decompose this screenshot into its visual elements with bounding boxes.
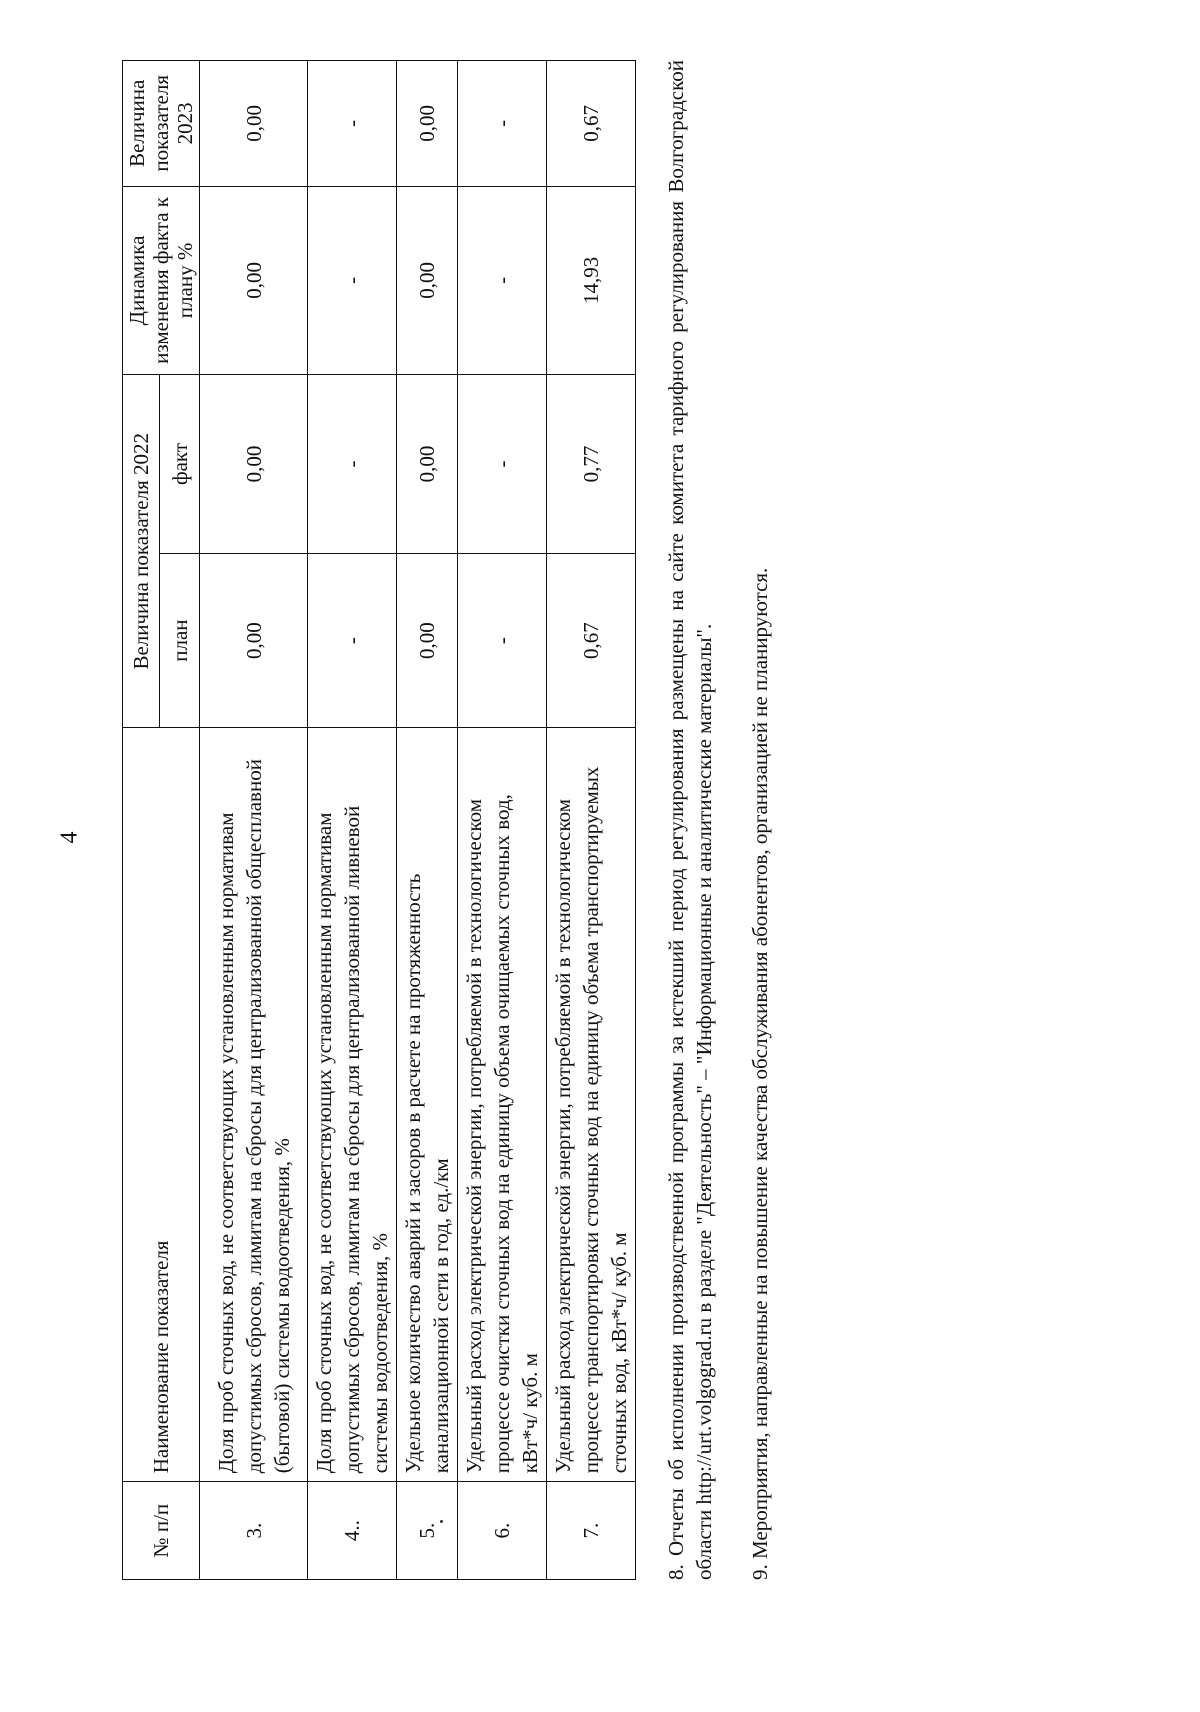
row-name: Доля проб сточных вод, не соответствующих установленным нормативам допустимых сбросов, лимитам на сбросы для централизованной общесплавной (бытовой) системы водоотведения, % <box>200 728 308 1482</box>
row-num: 4.. <box>308 1482 397 1580</box>
row-dynamics: 14,93 <box>547 186 636 374</box>
row-num: 7. <box>547 1482 636 1580</box>
header-value-2022: Величина показателя 2022 <box>123 375 160 728</box>
indicators-table <box>122 60 636 1580</box>
header-plan: план <box>160 553 200 728</box>
row-fact: 0,00 <box>200 375 308 554</box>
row-plan: - <box>458 553 547 728</box>
note-9: 9. Мероприятия, направленные на повышение качества обслуживания абонентов, организацией не планируются. <box>748 567 772 1580</box>
row-name: Удельное количество аварий и засоров в расчете на протяженность канализационной сети в год, ед./км <box>397 728 458 1482</box>
row-plan: 0,00 <box>200 553 308 728</box>
row-name: Удельный расход электрической энергии, потребляемой в технологическом процессе транспортировки сточных вод на единицу объема транспортируемых сточных вод, кВт*ч/ куб. м <box>547 728 636 1482</box>
row-value-2023: 0,00 <box>200 61 308 187</box>
row-value-2023: - <box>458 61 547 187</box>
page-number: 4 <box>56 831 83 844</box>
row-num: 3. <box>200 1482 308 1580</box>
row-fact: - <box>458 375 547 554</box>
row-fact: 0,77 <box>547 375 636 554</box>
row-fact: - <box>308 375 397 554</box>
row-value-2023: 0,00 <box>397 61 458 187</box>
row-name: Удельный расход электрической энергии, потребляемой в технологическом процессе очистки сточных вод на единицу объема очищаемых сточных вод, кВт*ч/ куб. м <box>458 728 547 1482</box>
row-value-2023: - <box>308 61 397 187</box>
header-name: Наименование показателя <box>123 728 200 1482</box>
table-row <box>397 61 458 1580</box>
note-8: 8. Отчеты об исполнении производственной программы за истекший период регулирования размещены на сайте комитета тарифного регулирования Волгоградской области http://urt.volgograd.ru в разделе "Деятельность" – "Информационные и аналитические материалы". <box>664 60 716 1580</box>
table-row <box>458 61 547 1580</box>
row-value-2023: 0,67 <box>547 61 636 187</box>
row-name: Доля проб сточных вод, не соответствующих установленным нормативам допустимых сбросов, лимитам на сбросы для централизованной ливневой системы водоотведения, % <box>308 728 397 1482</box>
rotated-page-content <box>122 60 802 1580</box>
header-dynamics: Динамика изменения факта к плану % <box>123 186 200 374</box>
header-value-2023: Величина показателя 2023 <box>123 61 200 187</box>
row-dynamics: 0,00 <box>200 186 308 374</box>
row-dynamics: 0,00 <box>397 186 458 374</box>
row-dynamics: - <box>458 186 547 374</box>
notes <box>662 60 774 1580</box>
row-plan: 0,00 <box>397 553 458 728</box>
row-num: 5. <box>397 1482 458 1580</box>
header-fact: факт <box>160 375 200 554</box>
table-row <box>200 61 308 1580</box>
row-plan: - <box>308 553 397 728</box>
table-row <box>308 61 397 1580</box>
row-fact: 0,00 <box>397 375 458 554</box>
scan-speck <box>440 1520 443 1523</box>
table-row <box>547 61 636 1580</box>
row-num: 6. <box>458 1482 547 1580</box>
header-num: № п/п <box>123 1482 200 1580</box>
row-dynamics: - <box>308 186 397 374</box>
row-plan: 0,67 <box>547 553 636 728</box>
